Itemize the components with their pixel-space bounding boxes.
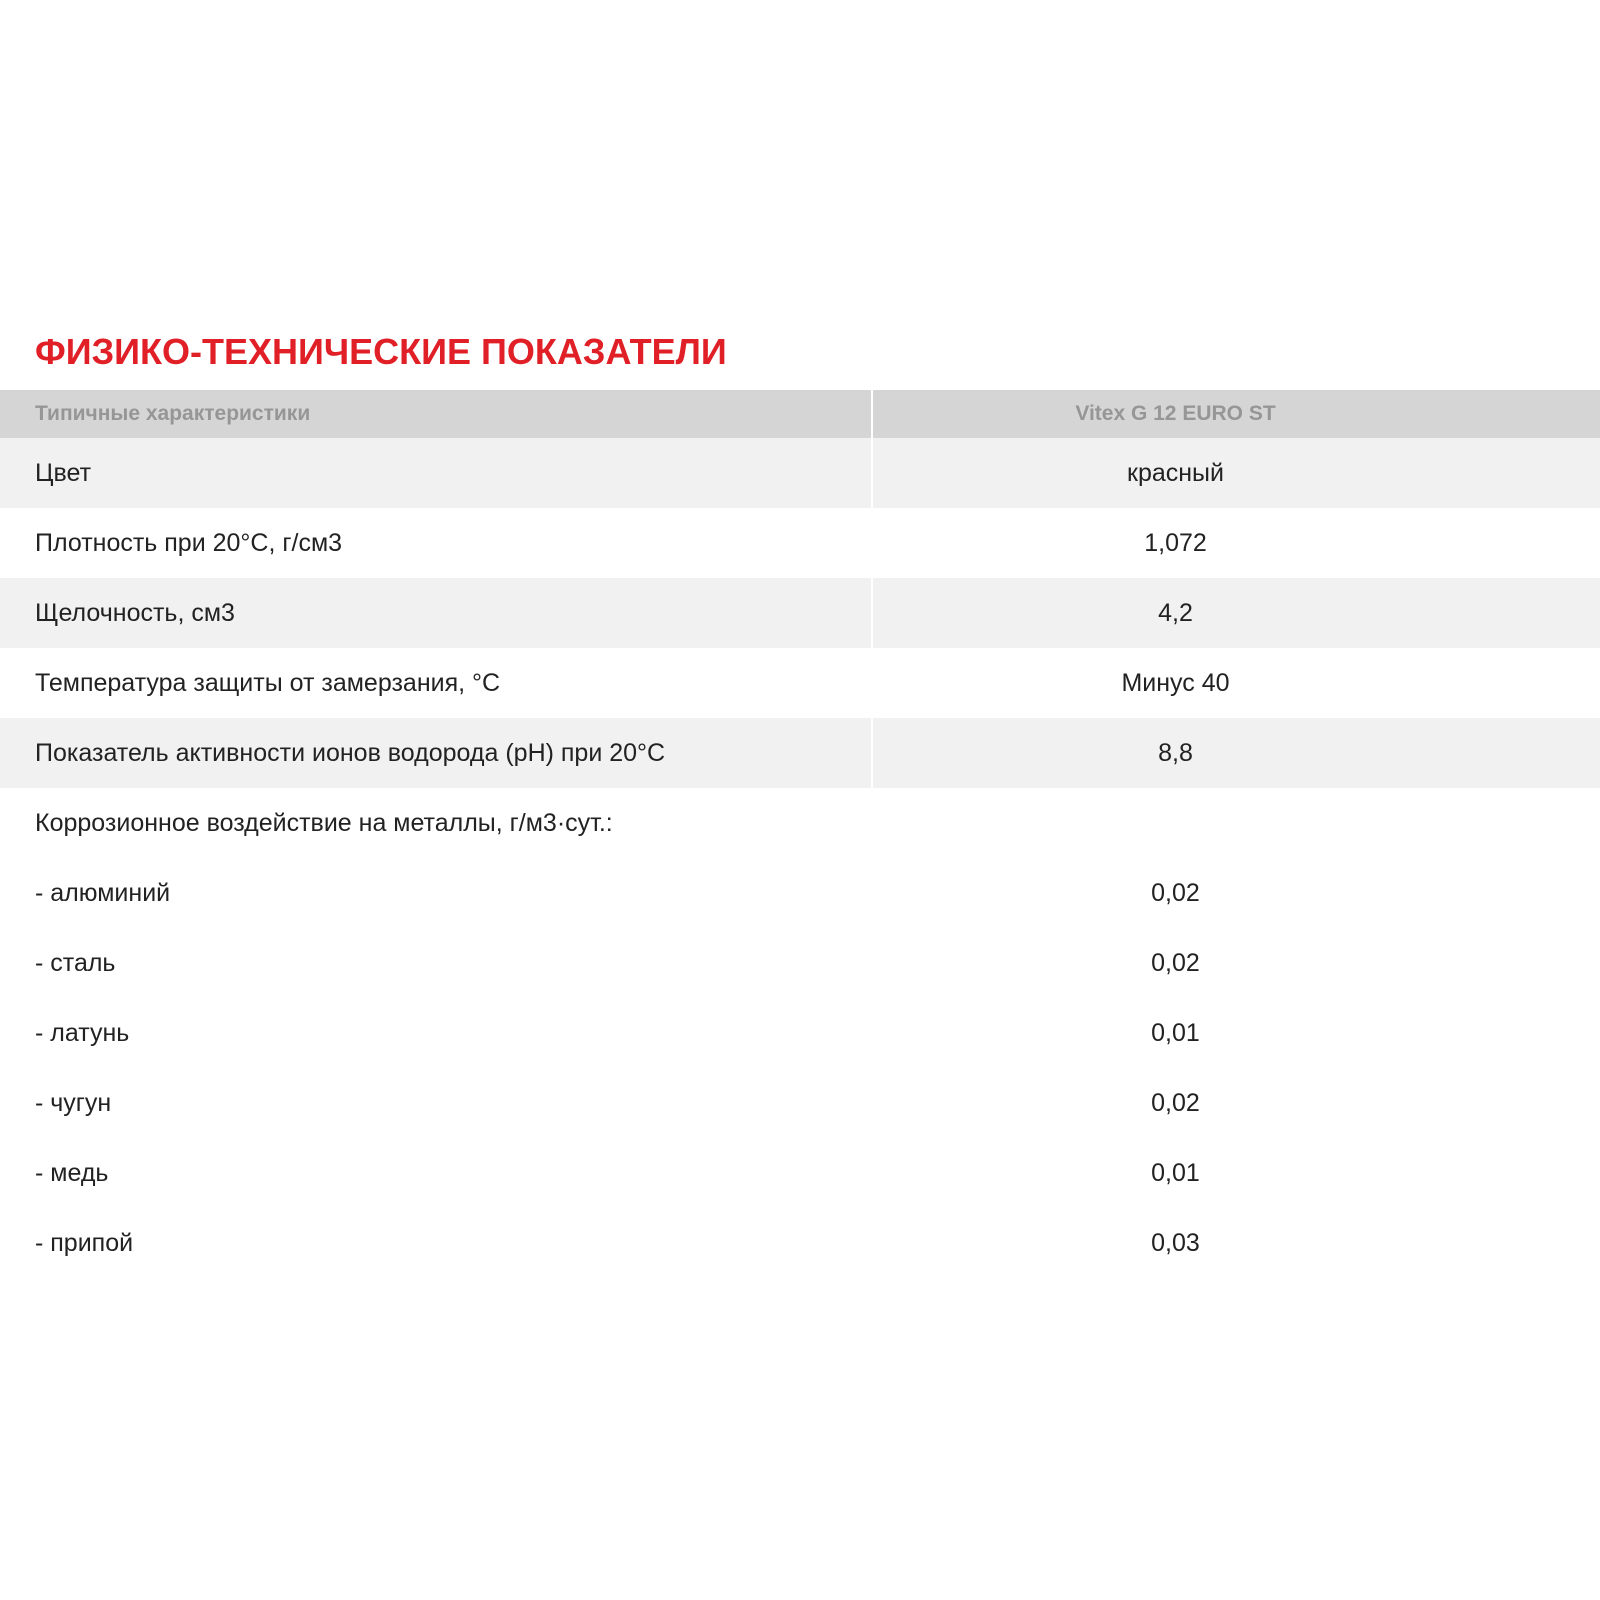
row-value: 0,02 (873, 928, 1600, 998)
row-label: - латунь (0, 998, 871, 1068)
table-row (0, 1208, 1600, 1278)
table-row (0, 508, 1600, 578)
row-value: 8,8 (873, 718, 1600, 788)
page-title: ФИЗИКО-ТЕХНИЧЕСКИЕ ПОКАЗАТЕЛИ (35, 331, 727, 372)
row-value: 1,072 (873, 508, 1600, 578)
spec-table-header (0, 390, 1600, 438)
row-label: - припой (0, 1208, 871, 1278)
row-label: Цвет (0, 438, 871, 508)
row-label: Плотность при 20°С, г/см3 (0, 508, 871, 578)
row-label: - медь (0, 1138, 871, 1208)
table-row (0, 1138, 1600, 1208)
row-label: Щелочность, см3 (0, 578, 871, 648)
row-label: Показатель активности ионов водорода (pH) при 20°С (0, 718, 871, 788)
row-value: 0,02 (873, 858, 1600, 928)
row-label: - чугун (0, 1068, 871, 1138)
header-product-name: Vitex G 12 EURO ST (873, 390, 1600, 438)
row-value: красный (873, 438, 1600, 508)
row-label: - алюминий (0, 858, 871, 928)
row-label: Температура защиты от замерзания, °С (0, 648, 871, 718)
row-value: 0,01 (873, 998, 1600, 1068)
table-row (0, 1068, 1600, 1138)
table-row (0, 718, 1600, 788)
header-characteristics-label: Типичные характеристики (0, 390, 871, 438)
table-row (0, 858, 1600, 928)
table-row (0, 648, 1600, 718)
table-row (0, 578, 1600, 648)
table-row (0, 928, 1600, 998)
row-value: 0,02 (873, 1068, 1600, 1138)
row-value: Минус 40 (873, 648, 1600, 718)
table-row (0, 788, 1600, 858)
spec-table (0, 390, 1600, 1278)
table-row (0, 998, 1600, 1068)
row-value: 0,03 (873, 1208, 1600, 1278)
row-value: 4,2 (873, 578, 1600, 648)
row-value (873, 788, 1600, 858)
table-row (0, 438, 1600, 508)
row-label: Коррозионное воздействие на металлы, г/м3·сут.: (0, 788, 871, 858)
row-value: 0,01 (873, 1138, 1600, 1208)
row-label: - сталь (0, 928, 871, 998)
